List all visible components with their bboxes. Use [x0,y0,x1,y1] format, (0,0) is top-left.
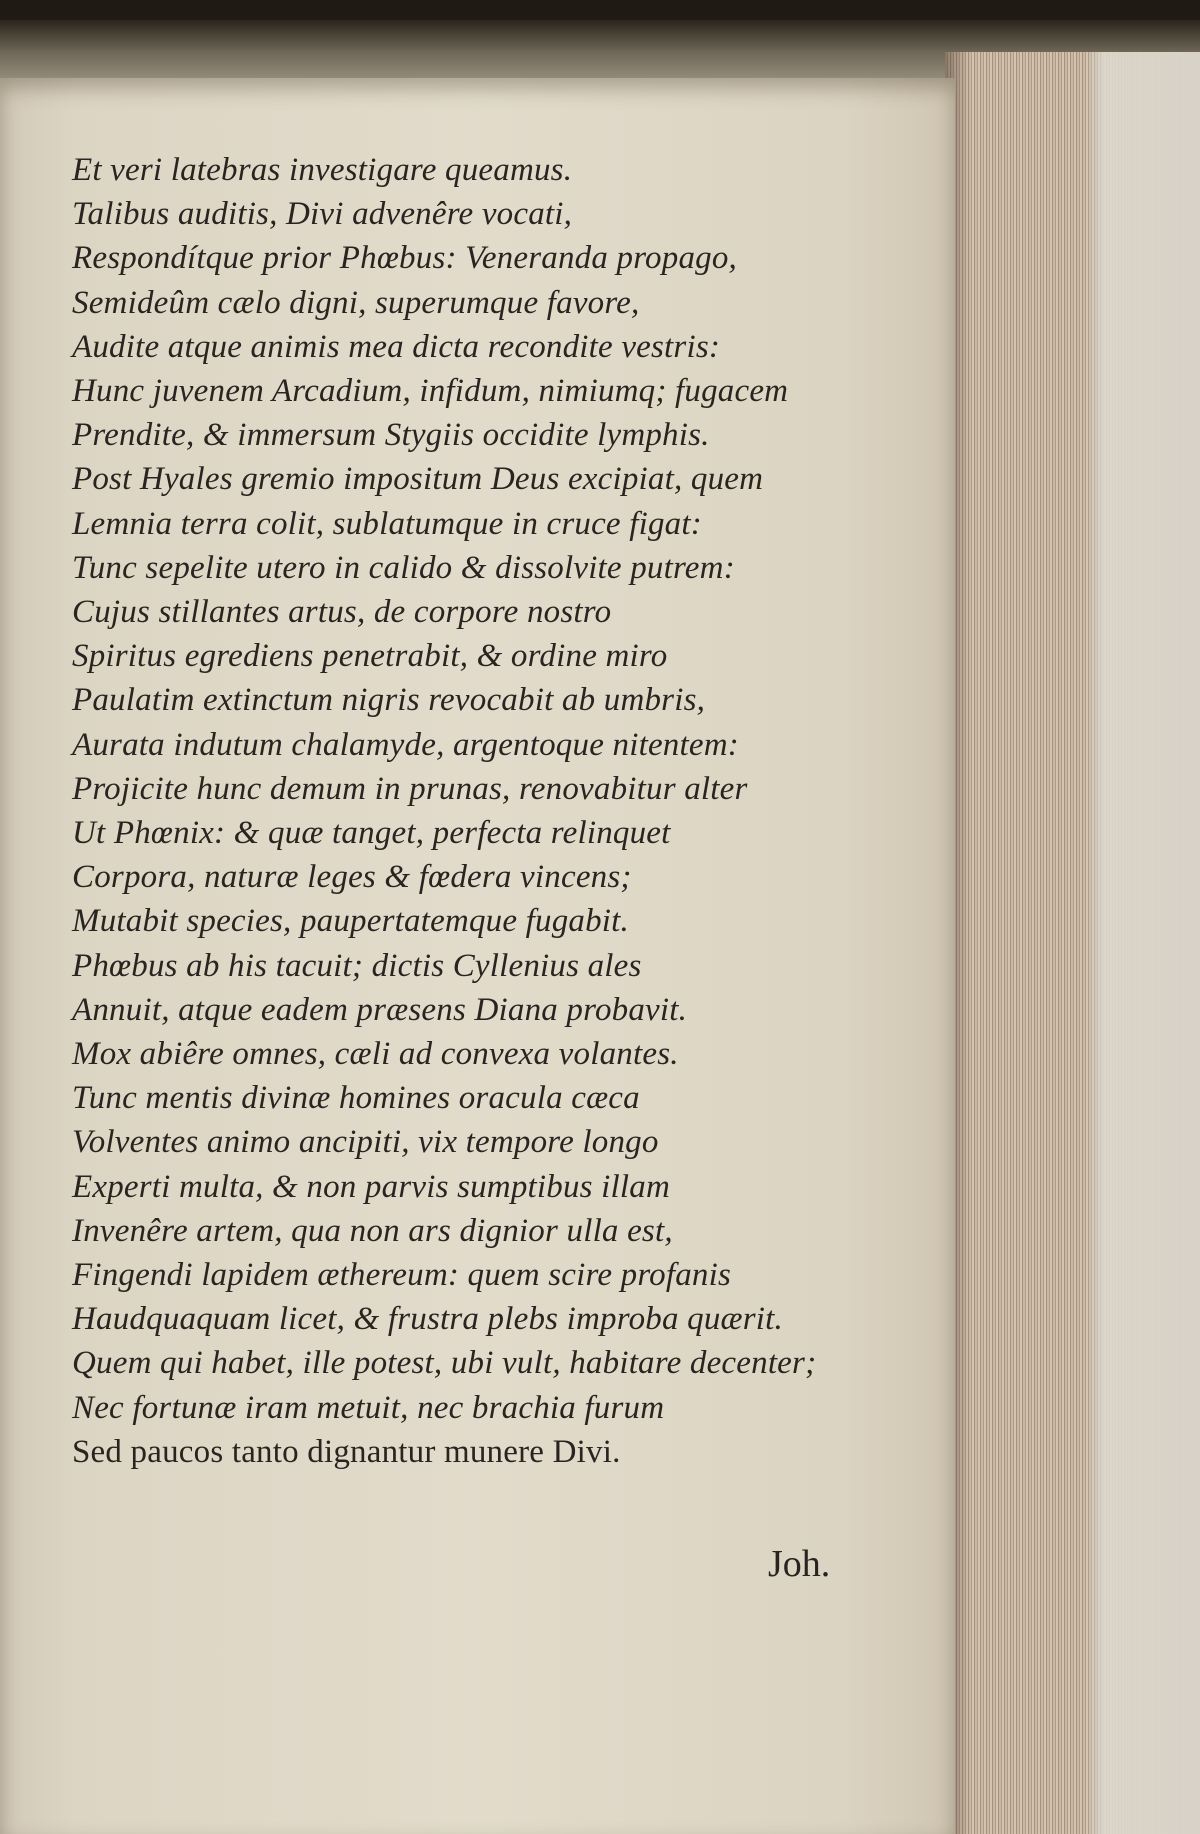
verse-line: Lemnia terra colit, sublatumque in cruce figat: [72,505,702,542]
verse-line: Fingendi lapidem æthereum: quem scire profanis [72,1257,732,1294]
verse-line: Projicite hunc demum in prunas, renovabitur alter [72,770,748,807]
verse-line: Quem qui habet, ille potest, ubi vult, habitare decenter; [72,1345,817,1382]
page-fore-edge [945,52,1200,1834]
verse-line: Aurata indutum chalamyde, argentoque nitentem: [72,726,739,763]
verse-line: Audite atque animis mea dicta recondite vestris: [72,328,721,365]
verse-line: Annuit, atque eadem præsens Diana probavit. [72,991,688,1028]
verse-line: Mox abiêre omnes, cæli ad convexa volantes. [72,1036,679,1073]
verse-line: Respondítque prior Phœbus: Veneranda propago, [72,240,737,277]
verse-line: Mutabit species, paupertatemque fugabit. [72,903,629,940]
verse-line: Tunc mentis divinæ homines oracula cæca [72,1080,640,1117]
catchword: Joh. [768,1543,831,1585]
verse-line: Nec fortunæ iram metuit, nec brachia furum [72,1389,665,1426]
verse-line: Prendite, & immersum Stygiis occidite lymphis. [72,417,710,454]
verse-line: Tunc sepelite utero in calido & dissolvite putrem: [72,549,735,586]
verse-line: Experti multa, & non parvis sumptibus illam [72,1168,671,1205]
verse-line: Post Hyales gremio impositum Deus excipiat, quem [72,461,764,498]
verse-line: Haudquaquam licet, & frustra plebs improba quærit. [72,1301,783,1338]
verse-line: Semideûm cælo digni, superumque favore, [72,284,640,321]
verse-line: Cujus stillantes artus, de corpore nostro [72,594,612,631]
verse-text [72,148,952,1474]
verse-line: Spiritus egrediens penetrabit, & ordine miro [72,638,668,675]
verse-line: Ut Phœnix: & quæ tanget, perfecta relinquet [72,815,671,852]
verse-line: Paulatim extinctum nigris revocabit ab umbris, [72,682,706,719]
verse-line: Corpora, naturæ leges & fœdera vincens; [72,859,632,896]
verse-line: Hunc juvenem Arcadium, infidum, nimiumq; fugacem [72,373,789,410]
verse-line: Volventes animo ancipiti, vix tempore longo [72,1124,659,1161]
verse-line-final: Sed paucos tanto dignantur munere Divi. [72,1433,621,1470]
verse-line: Talibus auditis, Divi advenêre vocati, [72,196,573,233]
verse-line: Phœbus ab his tacuit; dictis Cyllenius ales [72,947,642,984]
verse-line: Invenêre artem, qua non ars dignior ulla est, [72,1212,673,1249]
verse-line: Et veri latebras investigare queamus. [72,152,573,188]
